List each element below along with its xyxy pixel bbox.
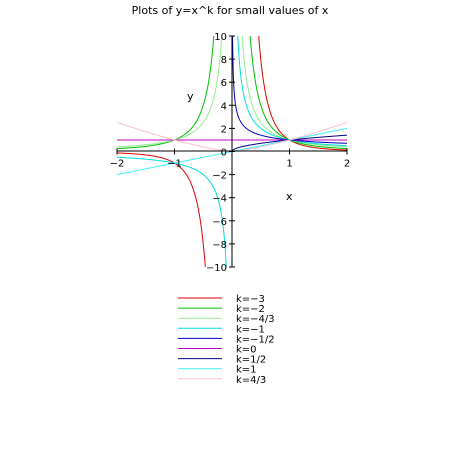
legend-label-0: k=−3 <box>236 294 265 305</box>
legend-label-5: k=0 <box>236 344 257 356</box>
y-tick-label: 4 <box>220 101 227 113</box>
y-tick-label: 10 <box>214 32 227 43</box>
y-tick-label: −4 <box>212 193 227 205</box>
y-tick-label: 8 <box>220 55 227 67</box>
y-tick-label: 0 <box>220 147 227 159</box>
x-tick-label: −2 <box>109 158 125 170</box>
legend-label-1: k=−2 <box>236 304 265 316</box>
legend <box>178 294 275 386</box>
y-tick-label: 6 <box>220 78 227 90</box>
x-tick-label: 2 <box>343 158 351 170</box>
legend-label-6: k=1/2 <box>236 354 267 366</box>
y-tick-label: −2 <box>212 170 227 182</box>
y-tick-label: −8 <box>212 239 227 251</box>
legend-label-3: k=−1 <box>236 324 265 336</box>
legend-label-4: k=−1/2 <box>236 334 275 346</box>
y-tick-label: −6 <box>212 216 227 228</box>
ticks-group <box>110 32 351 274</box>
series-line-4 <box>233 36 347 143</box>
legend-label-8: k=4/3 <box>236 374 267 386</box>
x-tick-label: −1 <box>167 158 182 170</box>
x-tick-label: 1 <box>286 158 293 170</box>
y-axis-label: y <box>187 90 194 103</box>
x-axis-label: x <box>286 190 293 203</box>
y-tick-label: 2 <box>220 124 227 136</box>
y-tick-label: −10 <box>205 263 227 274</box>
legend-label-2: k=−4/3 <box>236 314 275 326</box>
legend-label-7: k=1 <box>236 364 257 376</box>
chart-title: Plots of y=x^k for small values of x <box>131 4 329 17</box>
